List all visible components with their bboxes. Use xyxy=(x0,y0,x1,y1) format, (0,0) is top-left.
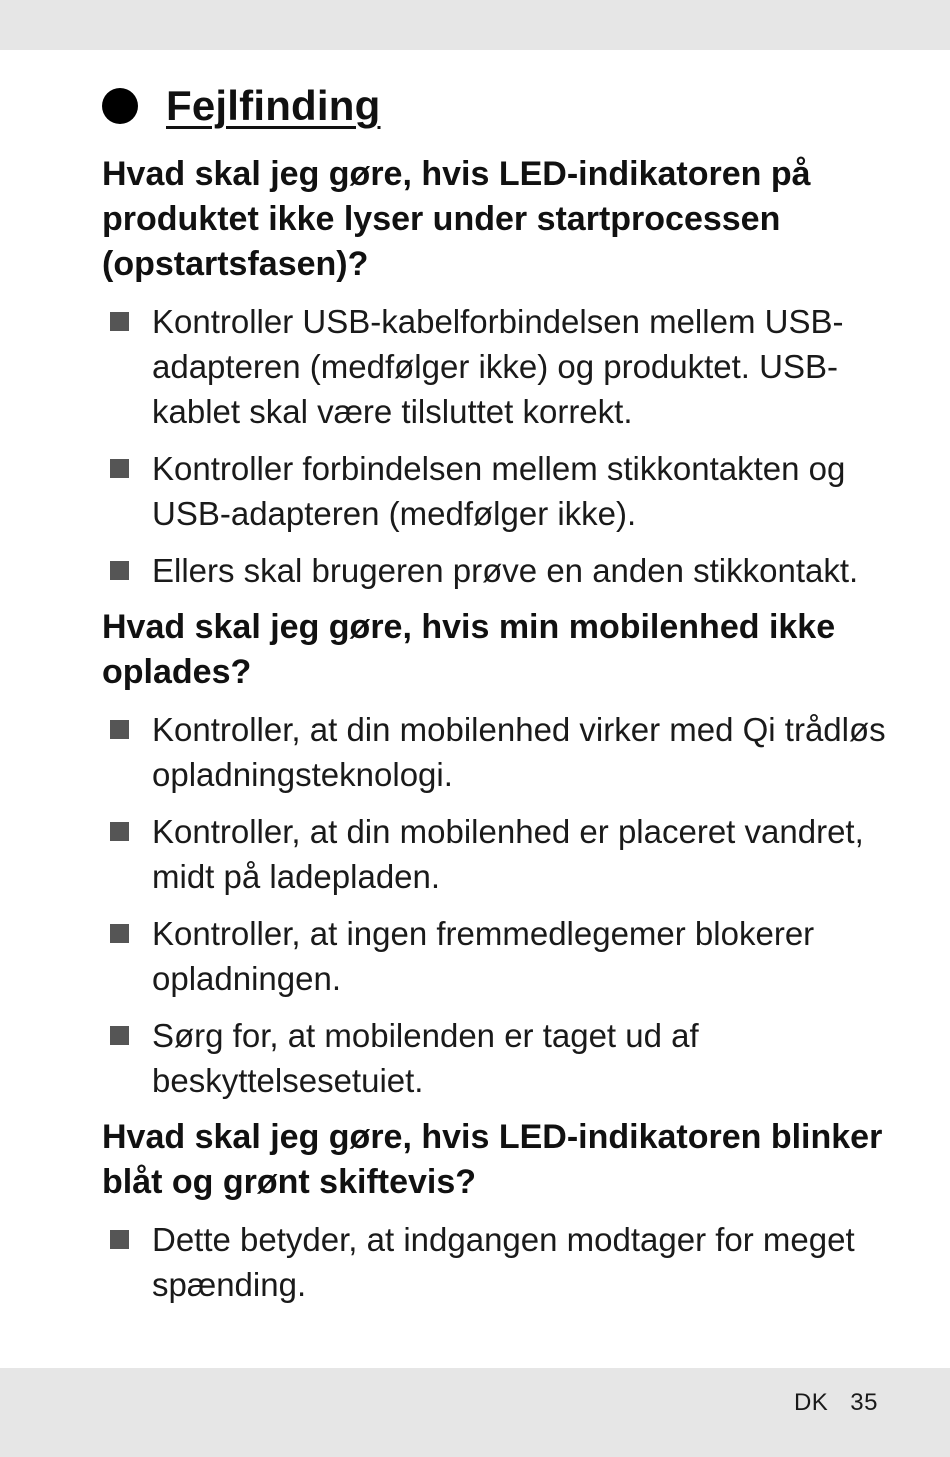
section-heading xyxy=(102,80,892,132)
faq-group-1 xyxy=(102,152,892,593)
page-footer xyxy=(794,1389,878,1417)
section-title: Fejlfinding xyxy=(166,82,381,129)
square-bullet-icon xyxy=(110,1026,129,1045)
list-item xyxy=(102,299,892,434)
list-item xyxy=(102,809,892,899)
list-item xyxy=(102,707,892,797)
bullet-dot-icon xyxy=(102,88,138,124)
faq-group-2 xyxy=(102,605,892,1103)
faq-question: Hvad skal jeg gøre, hvis LED-indikatoren blinker blåt og grønt skiftevis? xyxy=(102,1118,883,1201)
page-content xyxy=(102,80,892,1319)
list-item xyxy=(102,911,892,1001)
square-bullet-icon xyxy=(110,1230,129,1249)
list-item xyxy=(102,1013,892,1103)
page-number: 35 xyxy=(850,1389,878,1416)
square-bullet-icon xyxy=(110,459,129,478)
list-item-text: Kontroller, at ingen fremmedlegemer blokerer opladningen. xyxy=(152,915,815,997)
square-bullet-icon xyxy=(110,822,129,841)
list-item-text: Kontroller, at din mobilenhed er placeret vandret, midt på ladepladen. xyxy=(152,813,864,895)
list-item-text: Kontroller USB-kabelforbindelsen mellem USB-adapteren (medfølger ikke) og produktet. USB-kablet skal være tilsluttet korrekt. xyxy=(152,303,844,430)
square-bullet-icon xyxy=(110,720,129,739)
list-item-text: Ellers skal brugeren prøve en anden stikkontakt. xyxy=(152,552,859,589)
square-bullet-icon xyxy=(110,561,129,580)
list-item xyxy=(102,1217,892,1307)
square-bullet-icon xyxy=(110,312,129,331)
list-item-text: Sørg for, at mobilenden er taget ud af beskyttelsesetuiet. xyxy=(152,1017,699,1099)
list-item xyxy=(102,548,892,593)
language-code: DK xyxy=(793,1389,829,1416)
list-item-text: Kontroller forbindelsen mellem stikkontakten og USB-adapteren (medfølger ikke). xyxy=(152,450,846,532)
faq-question: Hvad skal jeg gøre, hvis min mobilenhed ikke oplades? xyxy=(102,608,836,691)
faq-question: Hvad skal jeg gøre, hvis LED-indikatoren på produktet ikke lyser under startprocessen (opstartsfasen)? xyxy=(102,155,811,283)
square-bullet-icon xyxy=(110,924,129,943)
list-item-text: Dette betyder, at indgangen modtager for meget spænding. xyxy=(152,1221,855,1303)
top-margin-band xyxy=(0,0,950,50)
list-item-text: Kontroller, at din mobilenhed virker med Qi trådløs opladningsteknologi. xyxy=(152,711,886,793)
list-item xyxy=(102,446,892,536)
faq-group-3 xyxy=(102,1115,892,1307)
